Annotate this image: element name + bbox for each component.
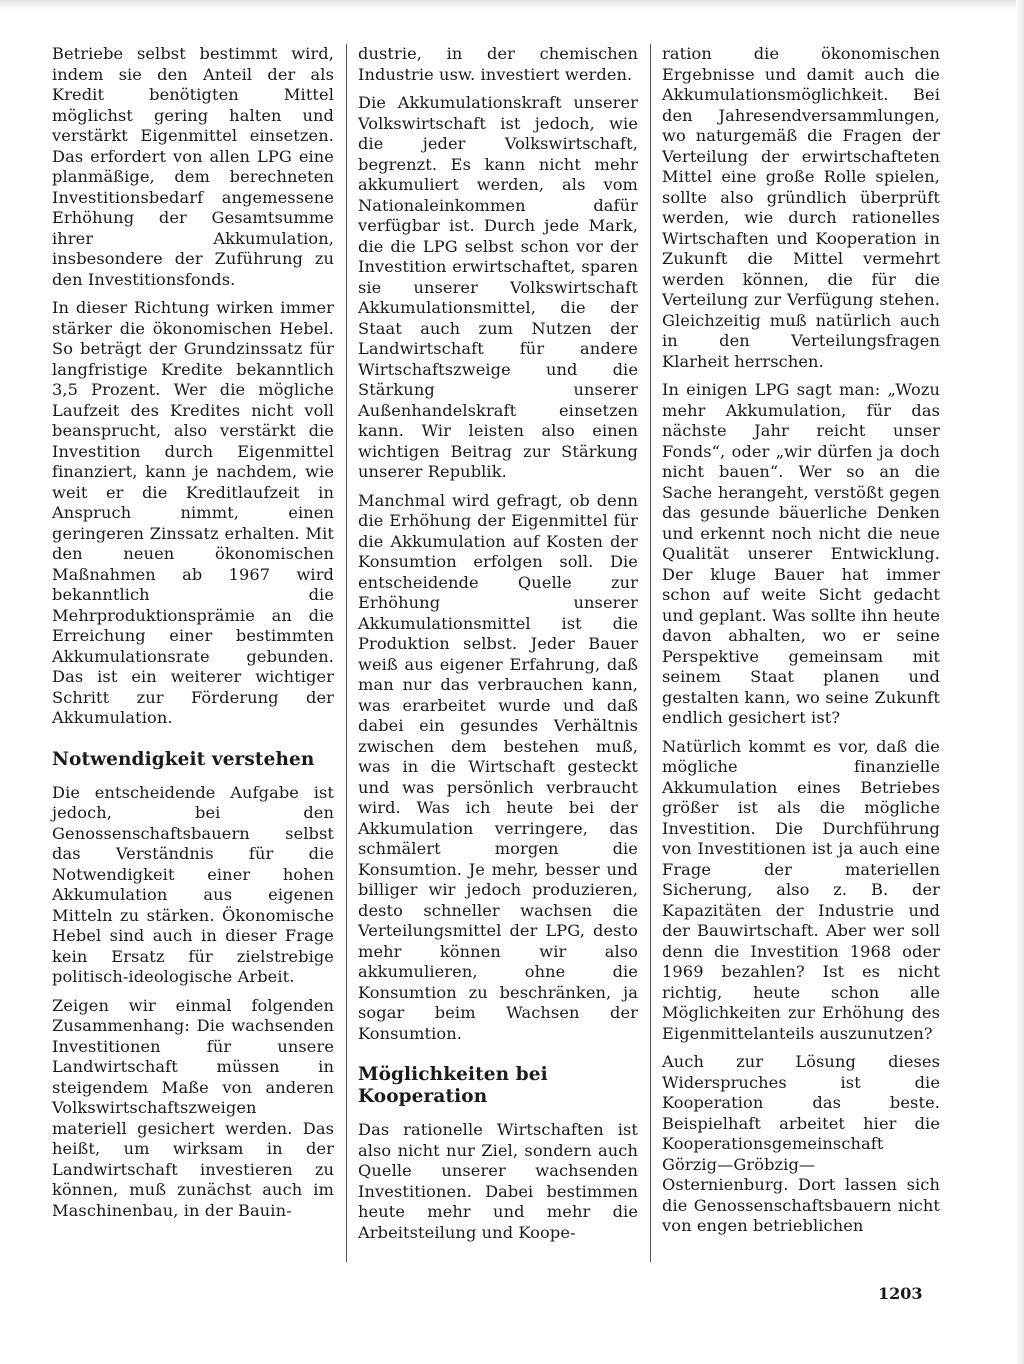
paragraph: Die entscheidende Aufgabe ist jedoch, bei den Genossenschaftsbauern selbst das Verständnis für die Notwendigkeit einer hohen Akkumulation aus eigenen Mitteln zu stärken. Ökonomische Hebel sind auch in dieser Frage kein Ersatz für zielstrebige politisch-ideologische Arbeit. xyxy=(52,782,334,986)
paragraph: Die Akkumulationskraft unserer Volkswirtschaft ist jedoch, wie die jeder Volkswirtschaft, begrenzt. Es kann nicht mehr akkumuliert werden, als vom Nationaleinkommen dafür verfügbar ist. Durch jede Mark, die die LPG selbst schon vor der Investition erwirtschaftet, sparen sie unserer Volkswirtschaft Akkumulationsmittel, die der Staat auch zum Nutzen der Landwirtschaft für andere Wirtschaftszweige und die Stärkung unserer Außenhandelskraft einsetzen kann. Wir leisten also einen wichtigen Beitrag zur Stärkung unserer Republik. xyxy=(358,93,638,481)
paragraph: Das rationelle Wirtschaften ist also nicht nur Ziel, sondern auch Quelle unserer wachsenden Investitionen. Dabei bestimmen heute mehr und mehr die Arbeitsteilung und Koope- xyxy=(358,1120,638,1242)
scan-edge-top xyxy=(0,0,1024,10)
paragraph: Auch zur Lösung dieses Widerspruches ist die Kooperation das beste. Beispielhaft arbeitet hier die Kooperationsgemeinschaft Görzig—Gröbzig—Osternienburg. Dort lassen sich die Genossenschaftsbauern nicht von engen betrieblichen xyxy=(662,1052,940,1235)
scan-edge-right xyxy=(1016,0,1024,1364)
section-heading: Notwendigkeit verstehen xyxy=(52,748,315,770)
column-divider xyxy=(650,44,651,1262)
text-column-3 xyxy=(662,44,940,1245)
column-divider xyxy=(346,44,347,1262)
text-column-1 xyxy=(52,44,334,1229)
text-column-2 xyxy=(358,44,638,1251)
page-number: 1203 xyxy=(878,1284,923,1303)
paragraph: In dieser Richtung wirken immer stärker die ökonomischen Hebel. So beträgt der Grundzinssatz für langfristige Kredite bekanntlich 3,5 Prozent. Wer die mögliche Laufzeit des Kredites nicht voll beansprucht, also verstärkt die Investition durch Eigenmittel finanziert, kann je nachdem, wie weit er die Kreditlaufzeit in Anspruch nimmt, einen geringeren Zinssatz erhalten. Mit den neuen ökonomischen Maßnahmen ab 1967 wird bekanntlich die Mehrproduktionsprämie an die Erreichung einer bestimmten Akkumulationsrate gebunden. Das ist ein weiterer wichtiger Schritt zur Förderung der Akkumulation. xyxy=(52,298,334,727)
paragraph: Betriebe selbst bestimmt wird, indem sie den Anteil der als Kredit benötigten Mittel möglichst gering halten und verstärkt Eigenmittel einsetzen. Das erfordert von allen LPG eine planmäßige, dem berechneten Investitionsbedarf angemessene Erhöhung der Gesamtsumme ihrer Akkumulation, insbesondere der Zuführung zu den Investitionsfonds. xyxy=(52,44,334,289)
paragraph: In einigen LPG sagt man: „Wozu mehr Akkumulation, für das nächste Jahr reicht unser Fonds“, oder „wir dürfen ja doch nicht bauen“. Wer so an die Sache herangeht, verstößt gegen das gesunde bäuerliche Denken und erkennt noch nicht die neue Qualität unserer Entwicklung. Der kluge Bauer hat immer schon auf weite Sicht gedacht und geplant. Was sollte ihn heute davon abhalten, wo er seine Perspektive gemeinsam mit seinem Staat planen und gestalten kann, wo seine Zukunft endlich gesichert ist? xyxy=(662,380,940,727)
paragraph: dustrie, in der chemischen Industrie usw. investiert werden. xyxy=(358,44,638,84)
paragraph: Manchmal wird gefragt, ob denn die Erhöhung der Eigenmittel für die Akkumulation auf Kosten der Konsumtion erfolgen soll. Die entscheidende Quelle zur Erhöhung unserer Akkumulationsmittel ist die Produktion selbst. Jeder Bauer weiß aus eigener Erfahrung, daß man nur das verbrauchen kann, was erarbeitet wurde und daß dabei ein gesundes Verhältnis zwischen dem bestehen muß, was in die Wirtschaft gesteckt und was persönlich verbraucht wird. Was ich heute bei der Akkumulation verringere, das schmälert morgen die Konsumtion. Je mehr, besser und billiger wir jedoch produzieren, desto schneller wachsen die Verteilungsmittel der LPG, desto mehr können wir also akkumulieren, ohne die Konsumtion zu beschränken, ja sogar beim Wachsen der Konsumtion. xyxy=(358,490,638,1043)
section-heading: Möglichkeiten bei Kooperation xyxy=(358,1064,548,1107)
paragraph: Natürlich kommt es vor, daß die mögliche finanzielle Akkumulation eines Betriebes größer ist als die mögliche Investition. Die Durchführung von Investitionen ist ja auch eine Frage der materiellen Sicherung, also z. B. der Kapazitäten der Industrie und der Bauwirtschaft. Aber wer soll denn die Investition 1968 oder 1969 bezahlen? Ist es nicht richtig, heute schon alle Möglichkeiten zur Erhöhung des Eigenmittelanteils auszunutzen? xyxy=(662,736,940,1043)
paragraph: Zeigen wir einmal folgenden Zusammenhang: Die wachsenden Investitionen für unsere Landwirtschaft müssen in steigendem Maße von anderen Volkswirtschaftszweigen materiell gesichert werden. Das heißt, um wirksam in der Landwirtschaft investieren zu können, muß zunächst auch im Maschinenbau, in der Bauin- xyxy=(52,995,334,1220)
paragraph: ration die ökonomischen Ergebnisse und damit auch die Akkumulationsmöglichkeit. Bei den Jahresendversammlungen, wo naturgemäß die Fragen der Verteilung der erwirtschafteten Mittel eine große Rolle spielen, sollte also gründlich überprüft werden, wie durch rationelles Wirtschaften und Kooperation in Zukunft die Mittel vermehrt werden können, die für die Verteilung zur Verfügung stehen. Gleichzeitig muß natürlich auch in den Verteilungsfragen Klarheit herrschen. xyxy=(662,44,940,371)
